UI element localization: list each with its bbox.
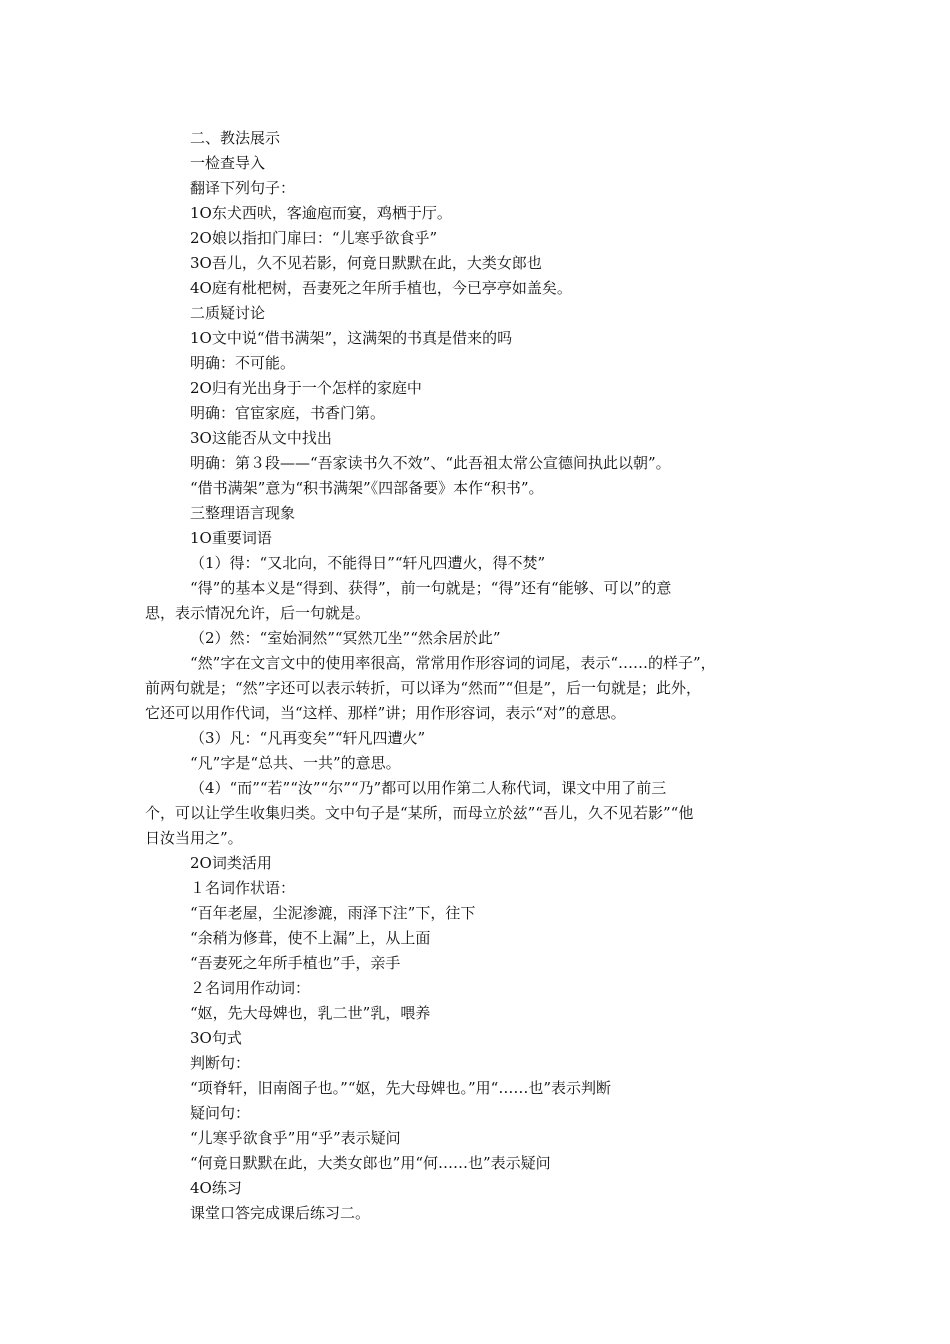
text-line: 疑问句：: [190, 1104, 251, 1122]
text-line: “何竟日默默在此，大类女郎也”用“何……也”表示疑问: [190, 1154, 551, 1172]
text-line: “项脊轩，旧南阁子也。”“妪，先大母婢也。”用“……也”表示判断: [190, 1079, 612, 1097]
text-line: 2O娘以指扣门扉曰：“儿寒乎欲食乎”: [190, 229, 438, 247]
text-line: “儿寒乎欲食乎”用“乎”表示疑问: [190, 1129, 401, 1147]
text-line: 2O归有光出身于一个怎样的家庭中: [190, 379, 422, 397]
text-line: （1）得：“又北向，不能得日”“轩凡四遭火，得不焚”: [190, 554, 546, 572]
text-line: 1O文中说“借书满架”，这满架的书真是借来的吗: [190, 329, 513, 347]
text-line: 明确：不可能。: [190, 354, 296, 372]
text-line: 4O庭有枇杷树，吾妻死之年所手植也，今已亭亭如盖矣。: [190, 279, 572, 297]
text-line: １名词作状语：: [190, 879, 296, 897]
text-line: 日汝当用之”。: [145, 829, 243, 847]
text-line: 3O吾儿，久不见若影，何竟日默默在此，大类女郎也: [190, 254, 542, 272]
text-line: “吾妻死之年所手植也”手，亲手: [190, 954, 401, 972]
text-line: 明确：第３段——“吾家读书久不效”、“此吾祖太常公宣德间执此以朝”。: [190, 454, 671, 472]
text-line: 1O重要词语: [190, 529, 272, 547]
text-line: “然”字在文言文中的使用率很高，常常用作形容词的词尾，表示“……的样子”，: [190, 654, 716, 672]
text-line: 思，表示情况允许，后一句就是。: [145, 604, 371, 622]
subsection-heading: 一检查导入: [190, 154, 266, 172]
text-line: “余稍为修葺，使不上漏”上，从上面: [190, 929, 431, 947]
text-line: 翻译下列句子：: [190, 179, 296, 197]
text-line: “借书满架”意为“积书满架”《四部备要》本作“积书”。: [190, 479, 544, 497]
text-line: 1O东犬西吠，客逾庖而宴，鸡栖于厅。: [190, 204, 452, 222]
section-heading: 二、教法展示: [190, 129, 281, 147]
text-line: 明确：官宦家庭，书香门第。: [190, 404, 386, 422]
text-line: 课堂口答完成课后练习二。: [190, 1204, 371, 1222]
text-line: 它还可以用作代词，当“这样、那样”讲；用作形容词，表示“对”的意思。: [145, 704, 626, 722]
text-line: （3）凡：“凡再变矣”“轩凡四遭火”: [190, 729, 426, 747]
text-line: 4O练习: [190, 1179, 242, 1197]
text-line: “凡”字是“总共、一共”的意思。: [190, 754, 401, 772]
text-line: ２名词用作动词：: [190, 979, 311, 997]
text-line: “得”的基本义是“得到、获得”，前一句就是；“得”还有“能够、可以”的意: [190, 579, 672, 597]
text-line: 个，可以让学生收集归类。文中句子是“某所，而母立於兹”“吾儿，久不见若影”“他: [145, 804, 694, 822]
text-line: “妪，先大母婢也，乳二世”乳，喂养: [190, 1004, 431, 1022]
text-line: 判断句：: [190, 1054, 251, 1072]
text-line: 前两句就是；“然”字还可以表示转折，可以译为“然而”“但是”，后一句就是；此外，: [145, 679, 702, 697]
subsection-heading: 三整理语言现象: [190, 504, 296, 522]
text-line: “百年老屋，尘泥渗漉，雨泽下注”下，往下: [190, 904, 476, 922]
text-line: 3O句式: [190, 1029, 242, 1047]
text-line: （2）然：“室始洞然”“冥然兀坐”“然余居於此”: [190, 629, 501, 647]
text-line: （4）“而”“若”“汝”“尔”“乃”都可以用作第二人称代词，课文中用了前三: [190, 779, 667, 797]
text-line: 3O这能否从文中找出: [190, 429, 332, 447]
text-line: 2O词类活用: [190, 854, 272, 872]
subsection-heading: 二质疑讨论: [190, 304, 266, 322]
